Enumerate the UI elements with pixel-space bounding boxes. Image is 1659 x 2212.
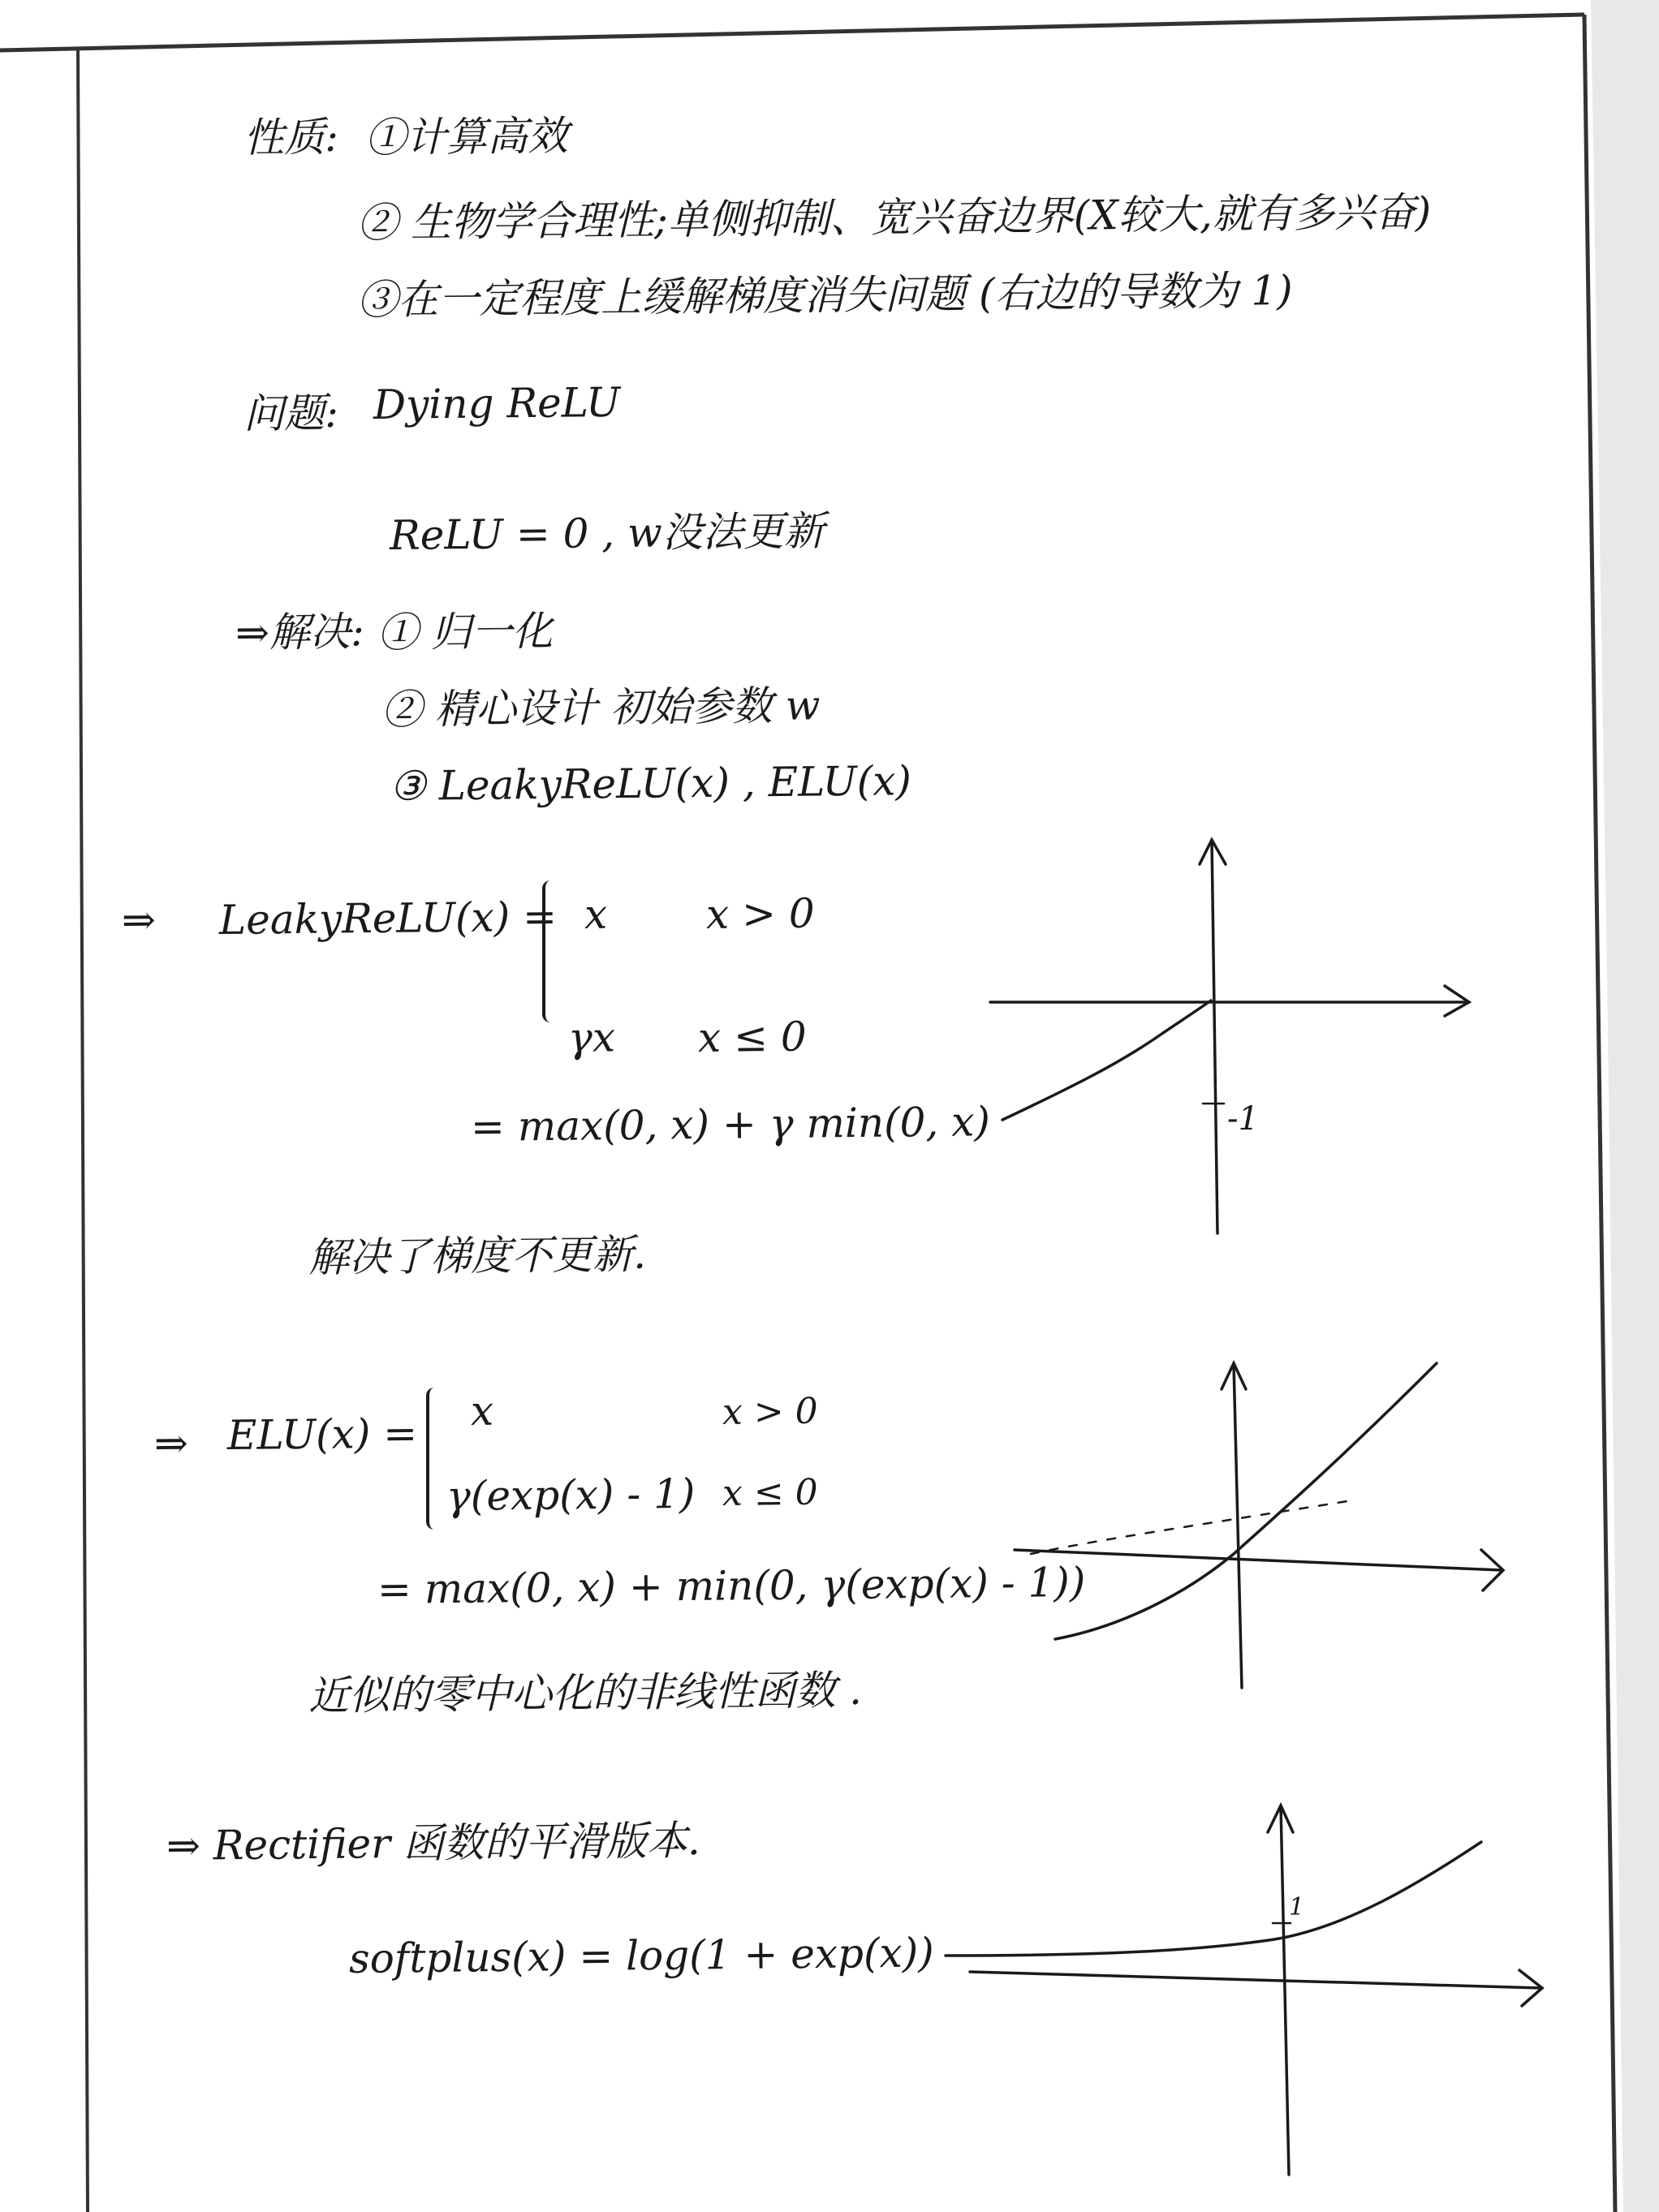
softplus-heading: ⇒ Rectifier 函数的平滑版本. xyxy=(166,1817,701,1870)
elu-y-axis xyxy=(1234,1363,1242,1688)
leaky-relu-y-axis xyxy=(1212,840,1217,1233)
leaky-relu-brace xyxy=(542,880,560,1022)
softplus-curve xyxy=(946,1842,1481,1956)
elu-case1-expr: x xyxy=(470,1387,494,1435)
elu-dashed-guide xyxy=(1031,1501,1347,1554)
properties-item-3: ③在一定程度上缓解梯度消失问题 (右边的导数为 1) xyxy=(356,266,1293,324)
softplus-y-axis xyxy=(1281,1805,1289,2175)
elu-note: 近似的零中心化的非线性函数 . xyxy=(308,1666,863,1719)
solution-item-3: ③ LeakyReLU(x) , ELU(x) xyxy=(389,757,912,810)
leaky-relu-graph-label: -1 xyxy=(1227,1100,1259,1138)
problem-note: ReLU = 0 , w没法更新 xyxy=(389,507,825,559)
softplus-x-axis xyxy=(970,1972,1542,1988)
elu-case1-cond: x > 0 xyxy=(722,1390,818,1433)
leaky-relu-case2-cond: x ≤ 0 xyxy=(697,1013,807,1061)
elu-graph xyxy=(998,1355,1518,1696)
elu-lhs: ELU(x) = xyxy=(226,1409,418,1459)
leaky-relu-case1-expr: x xyxy=(584,890,608,938)
problem-title: Dying ReLU xyxy=(373,378,621,428)
elu-equiv: = max(0, x) + min(0, γ(exp(x) - 1)) xyxy=(377,1558,1086,1613)
leaky-relu-graph xyxy=(982,828,1485,1250)
leaky-relu-arrow: ⇒ xyxy=(121,896,157,944)
softplus-formula: softplus(x) = log(1 + exp(x)) xyxy=(348,1929,934,1982)
elu-case2-expr: γ(exp(x) - 1) xyxy=(446,1470,696,1520)
properties-item-2: ② 生物学合理性;单侧抑制、宽兴奋边界(X较大,就有多兴奋) xyxy=(356,188,1432,247)
elu-x-axis xyxy=(1015,1550,1502,1570)
solution-item-2: ② 精心设计 初始参数 w xyxy=(381,682,821,734)
solution-heading: ⇒解决: xyxy=(235,608,365,656)
elu-arrow: ⇒ xyxy=(153,1419,189,1467)
leaky-relu-equiv: = max(0, x) + γ min(0, x) xyxy=(470,1098,991,1151)
leaky-relu-note: 解决了梯度不更新. xyxy=(308,1230,647,1281)
elu-curve xyxy=(1055,1363,1437,1639)
softplus-graph-label: 1 xyxy=(1289,1893,1305,1922)
properties-heading: 性质: xyxy=(243,113,339,161)
elu-brace xyxy=(426,1388,444,1530)
leaky-relu-case2-expr: γx xyxy=(567,1013,616,1061)
problem-heading: 问题: xyxy=(243,389,339,437)
softplus-graph xyxy=(925,1793,1558,2183)
leaky-relu-lhs: LeakyReLU(x) = xyxy=(218,893,558,944)
leaky-relu-case1-cond: x > 0 xyxy=(705,889,815,938)
elu-case2-cond: x ≤ 0 xyxy=(722,1471,818,1514)
leaky-relu-curve xyxy=(1002,1001,1211,1120)
solution-item-1: ① 归一化 xyxy=(377,607,554,656)
properties-item-1: ①计算高效 xyxy=(364,112,569,161)
